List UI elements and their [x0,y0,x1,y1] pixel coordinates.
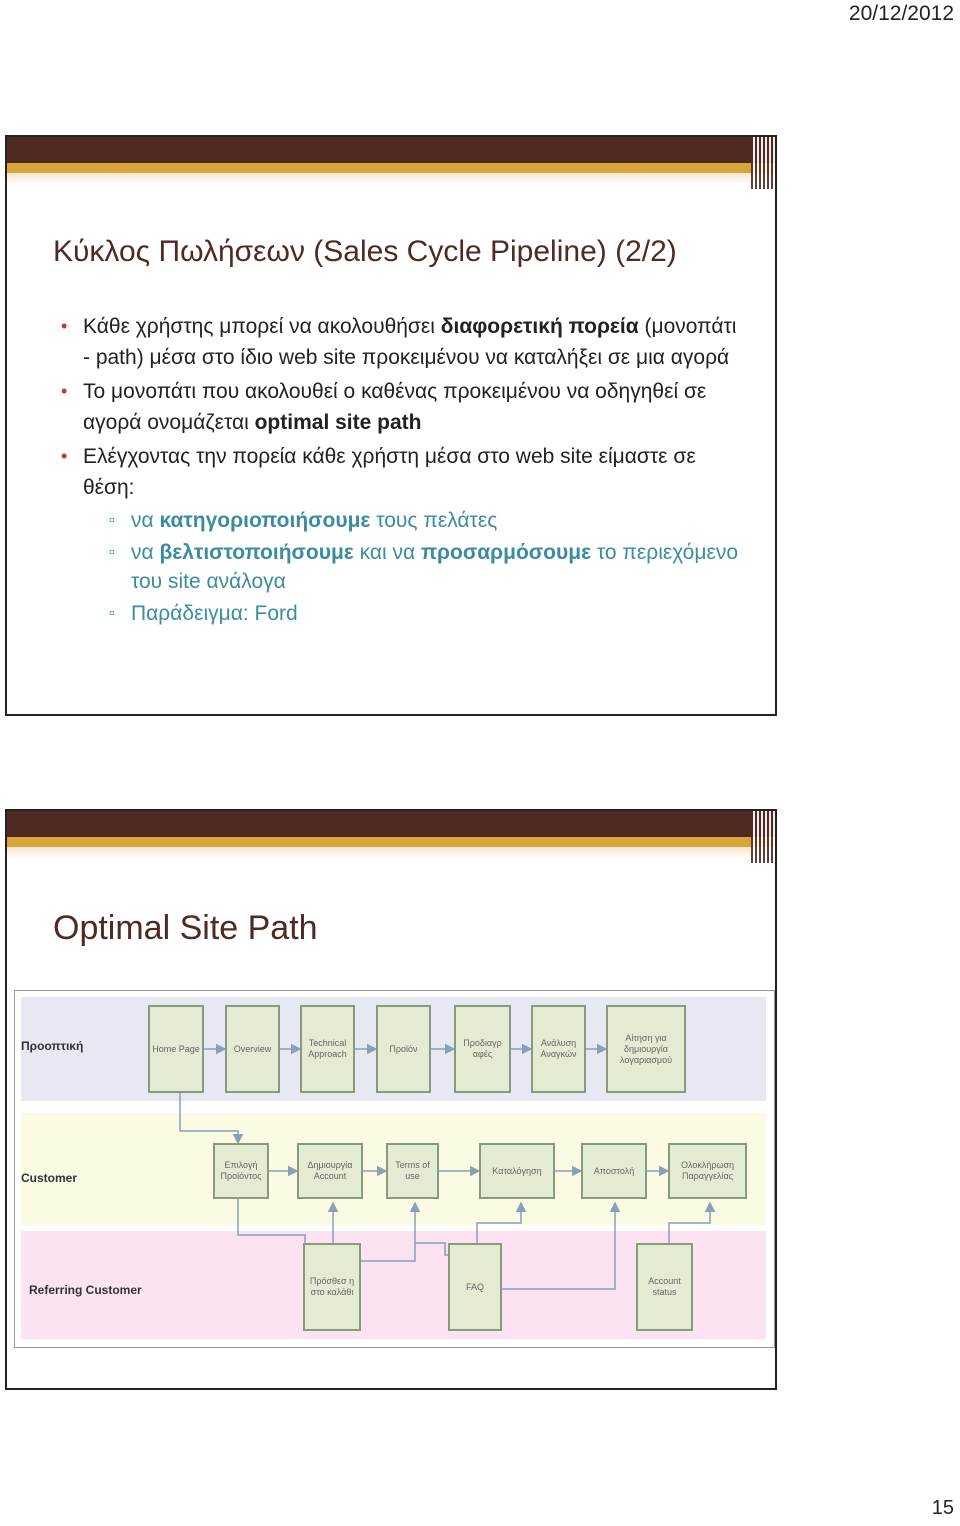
sub-bullet-item: ▫ να βελτιστοποιήσουμε και να προσαρμόσουμε το περιεχόμενο του site ανάλογα [83,538,749,596]
flow-box: FAQ [448,1243,502,1331]
bullet-item: • Κάθε χρήστης μπορεί να ακολουθήσει διαφορετική πορεία (μονοπάτι - path) μέσα στο ίδιο web site προκειμένου να καταλήξει σε μια αγορά [59,311,749,373]
sub-bullet-item: ▫ Παράδειγμα: Ford [83,599,749,628]
flow-box: Overview [225,1005,280,1093]
flow-box: Προδιαγρ αφές [454,1005,511,1093]
slide-optimal-site-path [5,809,777,1390]
sub-bullet-list [83,506,749,628]
lane-label: Referring Customer [29,1283,142,1297]
slide-title: Κύκλος Πωλήσεων (Sales Cycle Pipeline) (2/2) [53,235,677,268]
slide-sales-cycle [5,135,777,716]
flow-box: Technical Approach [300,1005,355,1093]
flow-box: Πρόσθεσ η στο καλάθι [303,1243,361,1331]
slide-title: Optimal Site Path [53,909,318,947]
page-date: 20/12/2012 [848,2,954,25]
header-band [7,811,775,837]
header-band [7,137,775,163]
flow-box: Ολοκλήρωση Παραγγελίας [668,1143,747,1199]
flow-box: Προϊόν [376,1005,431,1093]
decorative-stripes [751,137,775,189]
flow-box: Καταλόγηση [479,1143,555,1199]
header-accent [7,163,775,173]
flow-box: Home Page [148,1005,204,1093]
flow-box: Επιλογή Προϊόντος [213,1143,269,1199]
flow-box: Account status [636,1243,693,1331]
bullet-item: • Ελέγχοντας την πορεία κάθε χρήστη μέσα στο web site είμαστε σε θέση: ▫ να κατηγοριοποιήσουμε τους πελάτες ▫ να βελτιστοποιήσουμε και να προσαρμόσουμε το περιεχόμενο του site ανάλογα ▫ Παράδειγμα: Ford [59,441,749,628]
flow-box: Αίτηση για δημιουργία λογαριασμού [606,1005,686,1093]
sub-bullet-item: ▫ να κατηγοριοποιήσουμε τους πελάτες [83,506,749,535]
flow-box: Terms of use [386,1143,439,1199]
flow-box: Αποστολή [581,1143,647,1199]
flow-box: Δημιουργία Account [297,1143,363,1199]
page-number: 15 [931,1497,954,1519]
lane-label: Προοπτική [21,1039,84,1053]
site-path-diagram [14,990,775,1348]
header-accent [7,837,775,847]
lane-label: Customer [21,1171,78,1185]
bullet-list [59,311,749,631]
flow-box: Ανάλυση Αναγκών [531,1005,586,1093]
decorative-stripes [751,811,775,863]
bullet-item: • Το μονοπάτι που ακολουθεί ο καθένας προκειμένου να οδηγηθεί σε αγορά ονομάζεται optimal site path [59,376,749,438]
